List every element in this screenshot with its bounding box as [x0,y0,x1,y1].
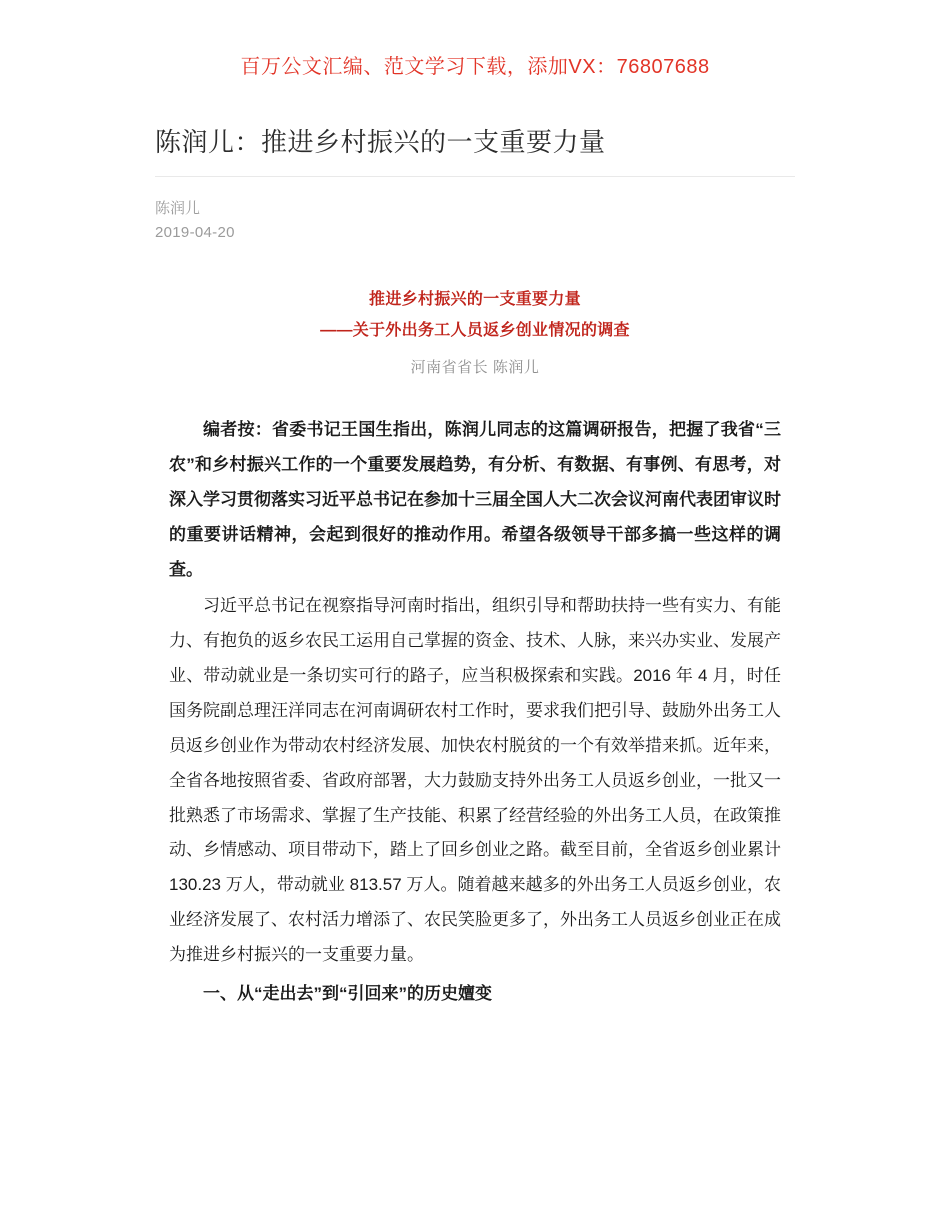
section-heading-one: 一、从“走出去”到“引回来”的历史嬗变 [203,983,492,1003]
body-paragraph: 习近平总书记在视察指导河南时指出，组织引导和帮助扶持一些有实力、有能力、有抱负的返乡农民工运用自己掌握的资金、技术、人脉，来兴办实业、发展产业、带动就业是一条切实可行的路子，应当积极探索和实践。2016 年 4 月，时任国务院副总理汪洋同志在河南调研农村工作时，要求我们把引导、鼓励外出务工人员返乡创业作为带动农村经济发展、加快农村脱贫的一个有效举措来抓。近年来，全省各地按照省委、省政府部署，大力鼓励支持外出务工人员返乡创业，一批又一批熟悉了市场需求、掌握了生产技能、积累了经营经验的外出务工人员，在政策推动、乡情感动、项目带动下，踏上了回乡创业之路。截至目前，全省返乡创业累计 130.23 万人，带动就业 813.57 万人。随着越来越多的外出务工人员返乡创业，农业经济发展了、农村活力增添了、农民笑脸更多了，外出务工人员返乡创业正在成为推进乡村振兴的一支重要力量。 [169,596,781,964]
document-subtitle: ——关于外出务工人员返乡创业情况的调查 [320,322,630,340]
article-meta [155,177,795,244]
document-title: 推进乡村振兴的一支重要力量 [369,290,581,308]
promo-banner: 百万公文汇编、范文学习下载，添加VX：76807688 [240,56,710,78]
article-header [155,79,795,244]
article-date: 2019-04-20 [155,223,235,241]
document-byline: 河南省省长 陈润儿 [410,359,540,377]
article-author: 陈润儿 [155,200,201,218]
editor-note-paragraph: 编者按：省委书记王国生指出，陈润儿同志的这篇调研报告，把握了我省“三农”和乡村振兴工作的一个重要发展趋势，有分析、有数据、有事例、有思考，对深入学习贯彻落实习近平总书记在参加十三届全国人大二次会议河南代表团审议时的重要讲话精神，会起到很好的推动作用。希望各级领导干部多搞一些这样的调查。 [169,420,781,579]
document-body [169,244,781,1012]
page-title: 陈润儿：推进乡村振兴的一支重要力量 [155,127,606,157]
